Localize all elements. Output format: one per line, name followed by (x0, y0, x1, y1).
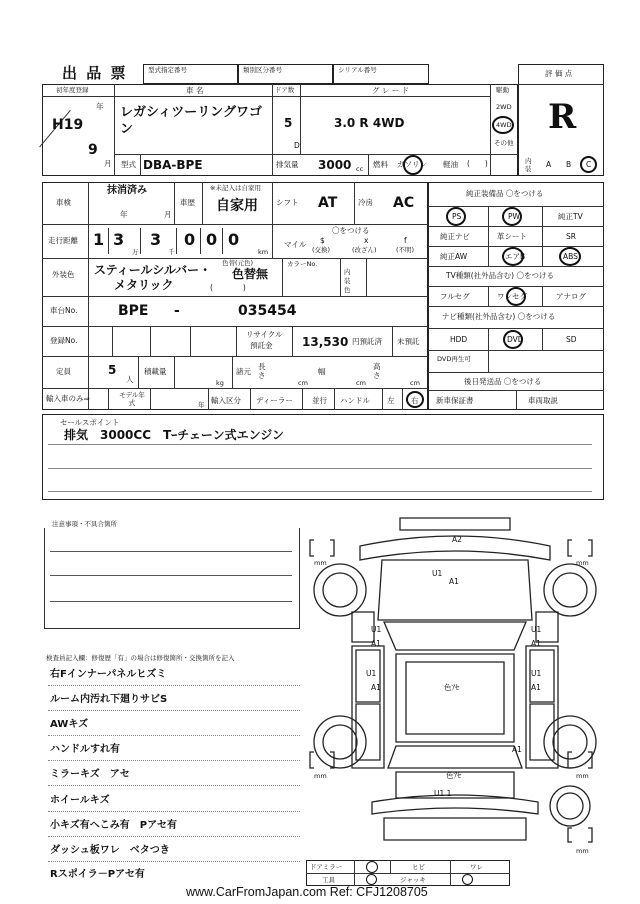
diag-lrdoor-a1: A1 (371, 683, 381, 692)
length-label: 長さ (258, 362, 266, 380)
shift-label: シフト (276, 198, 299, 207)
shift-value: AT (318, 195, 338, 211)
equip-pw-circle (502, 207, 522, 226)
mileage-opt1-text: (交換) (312, 246, 331, 254)
fuel-label: 燃料 (373, 160, 388, 169)
legend-tool-circle (366, 874, 377, 885)
handle-left: 左 (387, 396, 395, 405)
diag-rrdoor-u1: U1 (531, 669, 542, 678)
diag-rrdoor-a1: A1 (531, 683, 541, 692)
serial-label: シリアル番号 (338, 66, 377, 74)
drive-2wd: 2WD (496, 103, 512, 111)
first-reg-year: H19 (52, 117, 84, 133)
grade-value: 3.0 R 4WD (334, 116, 405, 130)
mileage-opt3-text: (不明) (396, 246, 415, 254)
equip-sr: SR (566, 232, 576, 241)
ac-label: 冷房 (358, 198, 373, 207)
fuel-other-paren: ( ) (467, 159, 488, 168)
color-no-label: カラーNo. (287, 260, 318, 268)
notes-box (44, 528, 300, 629)
legend-tool: 工具 (322, 876, 335, 884)
interior-a: A (546, 160, 552, 169)
reg-label: 登録No. (50, 336, 78, 345)
mileage-opt2-text: (改ざん) (352, 246, 377, 254)
mm-fl: mm (314, 559, 327, 567)
equip-navi: 純正ナビ (440, 232, 470, 241)
recycle-status-2: 未預託 (397, 337, 420, 346)
sheet-title: 出 品 票 (62, 64, 128, 82)
width-label: 幅 (318, 367, 326, 376)
legend-mirror-circle (366, 861, 378, 873)
chassis-prefix: BPE (118, 303, 149, 319)
history-note: ※未記入は自家用 (210, 184, 261, 192)
inspection-label: 車検 (56, 198, 71, 207)
fuel-circle (403, 155, 423, 175)
history-label: 車歴 (180, 198, 195, 207)
chassis-label: 車台No. (50, 306, 78, 315)
mileage-opt3-sym: f (404, 236, 407, 245)
recycle-status-1: 円預託済 (352, 337, 382, 346)
diag-ldoor-u1: U1 (371, 625, 382, 634)
defect-3: AWキズ (50, 719, 89, 730)
mm-rr: mm (576, 772, 589, 780)
mm-fr: mm (576, 559, 589, 567)
defect-7: 小キズ有へこみ有 Pアセ有 (50, 820, 178, 831)
recycle-amount: 13,530 (302, 335, 349, 349)
handle-label: ハンドル (340, 396, 370, 405)
height-unit: cm (410, 379, 420, 387)
drive-label: 駆動 (496, 86, 509, 94)
tv-analog: アナログ (556, 292, 586, 301)
tv-header: TV種類(社外品含む) 〇をつける (446, 271, 554, 280)
diag-roof: 色ｱｾ (444, 683, 459, 692)
first-reg-label: 初年度登録 (56, 86, 89, 94)
repaint-label: 色替(元色) (222, 259, 254, 267)
equip-aw: 純正AW (440, 252, 468, 261)
legend-jack: ジャッキ (400, 876, 426, 884)
tv-fullseg: フルセグ (440, 292, 470, 301)
legend-crack: ヒビ (412, 863, 425, 871)
import-dealer: ディーラー (256, 396, 293, 405)
mileage-digit-6: 0 (228, 230, 240, 249)
recycle-label-1: リサイクル (246, 330, 283, 339)
equip-ps: PS (452, 212, 462, 221)
sales-label: セールスポイント (60, 418, 120, 427)
defect-8: ダッシュ板ワレ ベタつき (50, 845, 170, 856)
equip-airbag: エアB (505, 252, 526, 261)
legend-break: ワレ (470, 863, 483, 871)
mileage-digit-3: 3 (150, 230, 162, 249)
type-code-label: 型式指定番号 (148, 66, 187, 74)
navi-header: ナビ種類(社外品含む) 〇をつける (442, 312, 556, 321)
fuel-diesel: 軽油 (443, 160, 458, 169)
first-reg-month: 9 (88, 142, 98, 158)
after-header: 後日発送品 〇をつける (464, 377, 542, 386)
ac-value: AC (393, 195, 415, 211)
drive-4wd-circle (492, 116, 514, 134)
mileage-sen: 千 (168, 248, 175, 256)
grade-label: グ レ ー ド (372, 86, 410, 95)
mileage-opt2-sym: x (364, 236, 369, 245)
equip-airbag-circle (502, 247, 524, 266)
navi-dvd: DVD (507, 335, 524, 344)
interior-b: B (566, 160, 572, 169)
legend-jack-circle (462, 874, 473, 885)
color-name-line2: メタリック (114, 278, 174, 292)
defect-5: ミラーキズ アセ (50, 769, 130, 780)
tv-oneseg-circle (506, 287, 526, 306)
footer-watermark: www.CarFromJapan.com Ref: CFJ1208705 (186, 885, 428, 899)
equip-ps-circle (446, 207, 466, 226)
equip-tv: 純正TV (558, 212, 583, 221)
history-value: 自家用 (216, 198, 258, 214)
equipment-header: 純正装備品 〇をつける (466, 189, 544, 198)
mm-spare: mm (576, 847, 589, 855)
interior-color-label: 内装色 (344, 268, 351, 294)
car-diagram (300, 512, 610, 884)
score-label: 評 価 点 (545, 69, 573, 78)
drive-4wd: 4WD (496, 121, 512, 129)
sales-text: 排気 3000CC Tｰチェーン式エンジン (64, 428, 284, 442)
door-label: ドア数 (275, 86, 295, 94)
equip-abs: ABS (563, 252, 578, 261)
model-year-label: モデル年式 (119, 391, 145, 407)
first-reg-month-unit: 月 (104, 159, 112, 168)
defect-4: ハンドルすれ有 (50, 744, 120, 755)
diag-rear-a1: A1 (512, 745, 522, 754)
mileage-digit-1: 1 (93, 230, 105, 249)
mileage-km: km (258, 248, 269, 256)
first-reg-year-unit: 年 (96, 102, 104, 111)
mileage-digit-2: 3 (113, 230, 125, 249)
navi-dvd-circle (503, 330, 523, 349)
mileage-opt1-sym: $ (320, 236, 325, 245)
class-code-label: 類別区分番号 (243, 66, 282, 74)
car-name-label: 車 名 (186, 86, 204, 95)
import-parallel: 並行 (312, 396, 327, 405)
model-label: 型式 (121, 160, 136, 169)
door-count: 5 (284, 116, 293, 130)
diag-hood-a1: A1 (449, 577, 459, 586)
fuel-gasoline: ガソリン (397, 160, 427, 169)
length-unit: cm (298, 379, 308, 387)
diag-rdoor-a1: A1 (531, 639, 541, 648)
inspector-label: 検査員記入欄：修復歴「有」の場合は修復箇所・交換箇所を記入 (46, 654, 235, 662)
navi-sd: SD (566, 335, 577, 344)
height-label: 高さ (373, 362, 381, 380)
load-unit: kg (216, 379, 224, 387)
width-unit: cm (356, 379, 366, 387)
capacity-value: 5 (108, 363, 117, 377)
equip-pw: PW (508, 212, 520, 221)
defect-1: 右Fインナーパネルヒズミ (50, 669, 167, 680)
capacity-unit: 人 (126, 375, 134, 384)
color-name-line1: スティールシルバー・ (94, 263, 212, 277)
diag-trunk: 色ｱｾ (446, 771, 461, 780)
diag-lrdoor-u1: U1 (366, 669, 377, 678)
dims-label: 諸元 (236, 367, 251, 376)
mileage-digit-5: 0 (206, 230, 218, 249)
after-warranty: 新車保証書 (436, 396, 474, 405)
defect-2: ルーム内汚れ下廻りサビS (50, 694, 168, 705)
navi-hdd: HDD (450, 335, 468, 344)
diag-rear-bottom: U1 1 (434, 789, 452, 798)
repaint-value: 色替無 (232, 267, 269, 281)
equip-leather: 革シート (497, 232, 527, 241)
load-label: 積載量 (144, 367, 167, 376)
equip-abs-circle (559, 247, 581, 266)
chassis-dash: - (174, 303, 180, 319)
chassis-number: 035454 (238, 303, 297, 319)
diag-a2: A2 (452, 535, 462, 544)
mile-label: マイル (284, 240, 307, 249)
drive-other: その他 (494, 139, 514, 147)
import-year-unit: 年 (198, 401, 205, 409)
interior-c: C (586, 160, 592, 169)
displacement-unit: cc (356, 165, 364, 173)
diag-ldoor-a1: A1 (371, 639, 381, 648)
import-type-label: 輸入区分 (211, 396, 241, 405)
displacement-label: 排気量 (276, 160, 299, 169)
navi-dvd-play: DVD再生可 (437, 355, 471, 363)
mileage-man: 万 (132, 248, 139, 256)
defect-6: ホイールキズ (50, 795, 110, 806)
tv-oneseg: ワンセグ (497, 292, 527, 301)
interior-label: 内装 (525, 157, 532, 173)
diag-rdoor-u1: U1 (531, 625, 542, 634)
handle-right: 右 (411, 396, 419, 405)
capacity-label: 定員 (56, 367, 71, 376)
car-name: レガシィツーリングワゴン (120, 105, 262, 137)
notes-label: 注意事項・不具合箇所 (52, 520, 117, 528)
inspection-status: 抹消済み (107, 185, 147, 196)
interior-c-circle (580, 156, 597, 173)
color-label: 外装色 (52, 270, 75, 279)
displacement-value: 3000 (318, 158, 352, 172)
score-value: R (548, 97, 577, 137)
legend-mirror: ドアミラー (310, 863, 343, 871)
mm-rl: mm (314, 772, 327, 780)
defect-9: Rスポイラ－Pアセ有 (50, 869, 145, 880)
model-value: DBA-BPE (143, 158, 203, 172)
recycle-label-2: 預託金 (250, 341, 273, 350)
mileage-digit-4: 0 (184, 230, 196, 249)
import-label: 輸入車のみ⇒ (46, 394, 90, 403)
inspection-month-unit: 月 (164, 210, 172, 219)
mileage-circle-note: 〇をつける (332, 226, 370, 235)
sales-point-block (42, 414, 604, 500)
repaint-paren: ( ) (210, 283, 246, 292)
handle-right-circle (406, 391, 424, 408)
diag-hood-u1: U1 (432, 569, 443, 578)
door-sub: D (294, 141, 300, 150)
inspection-year-unit: 年 (120, 210, 128, 219)
after-manual: 車両取説 (528, 396, 558, 405)
mileage-label: 走行距離 (48, 236, 78, 245)
